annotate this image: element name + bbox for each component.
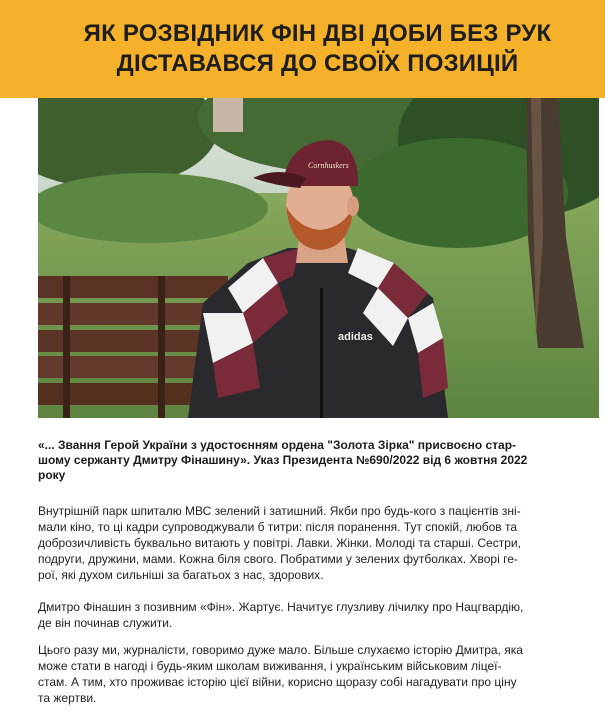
article-paragraph-2	[38, 599, 600, 631]
paragraph-line: та жертви.	[38, 691, 97, 705]
paragraph-line: Внутрішній парк шпиталю МВС зелений і затишний. Якби про будь-кого з пацієнтів зні-	[38, 504, 521, 518]
cap-text: Cornhuskers	[308, 161, 349, 170]
article-photo	[38, 98, 599, 418]
article-paragraph-3	[38, 642, 600, 706]
headline-line-2: ДІСТАВАВСЯ ДО СВОЇХ ПОЗИЦІЙ	[116, 50, 519, 77]
paragraph-line: Цього разу ми, журналісти, говоримо дуже мало. Більше слухаємо історію Дмитра, яка	[38, 643, 523, 657]
paragraph-line: може стати в нагоді і будь-яким школам виживання, і українським військовим ліцеї-	[38, 659, 502, 673]
photo-bush-left	[38, 173, 268, 243]
paragraph-line: подруги, дружини, мами. Кожна біля свого. Побратими у зелених футболках. Хворі ге-	[38, 552, 518, 566]
headline-banner	[0, 0, 605, 98]
paragraph-line: мали кіно, то ці кадри супроводжували б титри: після поранення. Тут спокій, любов та	[38, 520, 518, 534]
lead-line: року	[38, 468, 66, 482]
article-paragraph-1	[38, 503, 600, 583]
photo-building	[213, 98, 243, 132]
paragraph-line: стам. А тим, хто проживає історію цієї війни, корисно щоразу собі нагадувати про ціну	[38, 675, 517, 689]
jacket-logo-text: adidas	[338, 331, 373, 343]
paragraph-line: Дмитро Фінашин з позивним «Фін». Жартує. Начитує глузливу лічилку про Нацгвардію,	[38, 600, 524, 614]
lead-line: «... Звання Герой України з удостоєнням ордена "Золота Зірка" присвоєно стар-	[38, 438, 517, 452]
paragraph-line: рої, які духом сильніші за багатьох з нас, здорових.	[38, 568, 324, 582]
lead-line: шому сержанту Дмитру Фінашину». Указ Президента №690/2022 від 6 жовтня 2022	[38, 453, 528, 467]
paragraph-line: доброзичливість буквально витають у повітрі. Лавки. Жінки. Молоді та старші. Сестри,	[38, 536, 521, 550]
article-lead	[38, 438, 600, 483]
paragraph-line: де він починав служити.	[38, 616, 173, 630]
headline-line-1: ЯК РОЗВІДНИК ФІН ДВІ ДОБИ БЕЗ РУК	[83, 20, 552, 47]
